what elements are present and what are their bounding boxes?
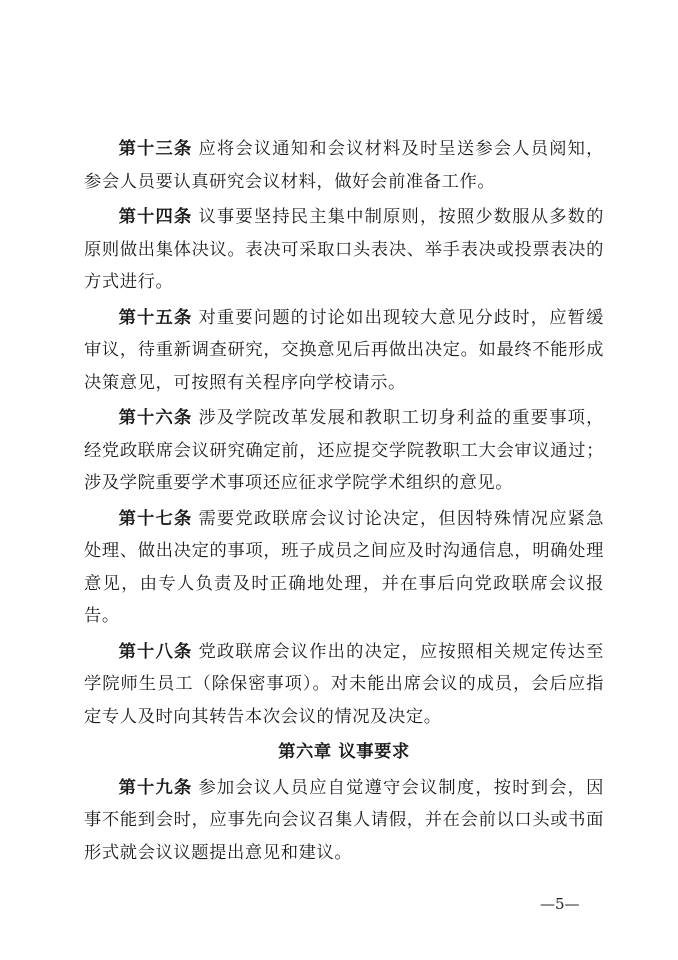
article-text: 应将会议通知和会议材料及时呈送参会人员阅知，参会人员要认真研究会议材料，做好会前准备工作。 <box>84 139 604 192</box>
chapter-heading: 第六章 议事要求 <box>278 742 410 762</box>
article-13 <box>84 133 604 198</box>
article-15 <box>84 302 604 400</box>
article-number: 第十四条 <box>118 207 193 227</box>
article-number: 第十六条 <box>118 408 193 428</box>
article-text: 议事要坚持民主集中制原则，按照少数服从多数的原则做出集体决议。表决可采取口头表决、举手表决或投票表决的方式进行。 <box>84 207 604 292</box>
article-number: 第十五条 <box>118 307 193 328</box>
article-17 <box>84 503 604 633</box>
article-number: 第十七条 <box>118 508 193 529</box>
page-number: —5— <box>540 895 580 913</box>
article-19 <box>84 772 604 870</box>
article-16 <box>84 402 604 500</box>
article-number: 第十三条 <box>118 139 193 159</box>
article-text: 党政联席会议作出的决定，应按照相关规定传达至学院师生员工（除保密事项）。对未能出席会议的成员，会后应指定专人及时向其转告本次会议的情况及决定。 <box>84 641 604 727</box>
article-14 <box>84 201 604 299</box>
article-text: 参加会议人员应自觉遵守会议制度，按时到会，因事不能到会时，应事先向会议召集人请假，并在会前以口头或书面形式就会议议题提出意见和建议。 <box>84 777 604 863</box>
article-number: 第十九条 <box>118 777 193 798</box>
document-body <box>84 133 604 872</box>
article-text: 对重要问题的讨论如出现较大意见分歧时，应暂缓审议，待重新调查研究，交换意见后再做出决定。如最终不能形成决策意见，可按照有关程序向学校请示。 <box>84 307 604 393</box>
article-text: 需要党政联席会议讨论决定，但因特殊情况应紧急处理、做出决定的事项，班子成员之间应及时沟通信息，明确处理意见，由专人负责及时正确地处理，并在事后向党政联席会议报告。 <box>84 508 604 626</box>
article-18 <box>84 636 604 734</box>
article-text: 涉及学院改革发展和教职工切身利益的重要事项，经党政联席会议研究确定前，还应提交学院教职工大会审议通过；涉及学院重要学术事项还应征求学院学术组织的意见。 <box>84 408 604 493</box>
article-number: 第十八条 <box>118 641 193 662</box>
